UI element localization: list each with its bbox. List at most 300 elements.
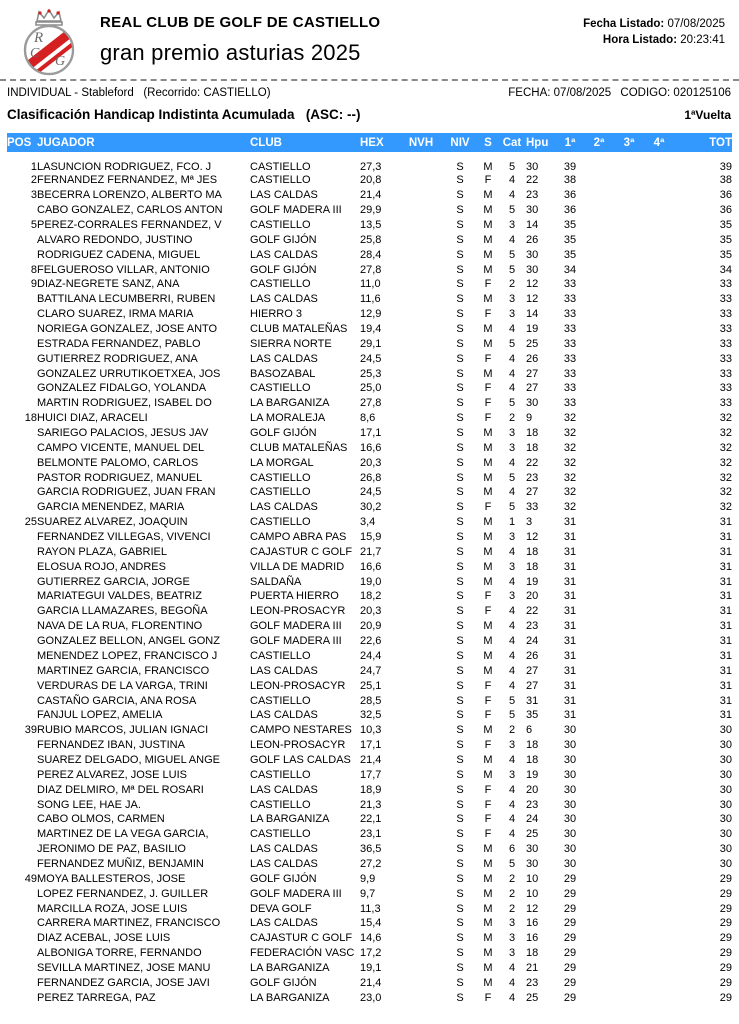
cell-hpu: 22 [526, 456, 539, 469]
cell-pos [7, 426, 37, 441]
cell-tot: 31 [719, 545, 732, 558]
table-row [7, 589, 732, 604]
cell-nvh [400, 649, 442, 664]
cell-v4 [644, 916, 674, 931]
svg-text:R: R [34, 30, 44, 46]
cell-niv: S [456, 828, 464, 841]
cell-s: M [483, 367, 493, 380]
cell-v2 [584, 797, 614, 812]
cell-niv: S [456, 739, 464, 752]
cell-club: LA BARGANIZA [250, 397, 330, 410]
cell-pos [7, 544, 37, 559]
cell-pos: 2 [30, 174, 37, 187]
cell-v3 [614, 604, 644, 619]
cell-v1: 30 [563, 724, 577, 737]
table-row [7, 931, 732, 946]
cell-v1: 31 [563, 635, 577, 648]
cell-jugador: FELGUEROSO VILLAR, ANTONIO [37, 263, 210, 276]
cell-v3 [614, 842, 644, 857]
cell-nvh [400, 322, 442, 337]
cell-v3 [614, 649, 644, 664]
cell-cat: 4 [508, 323, 516, 336]
cell-pos [7, 753, 37, 768]
cell-s: M [483, 753, 493, 766]
cell-s: M [483, 620, 493, 633]
cell-jugador: CAMPO VICENTE, MANUEL DEL [37, 441, 205, 454]
column-header-v3: 3ª [614, 133, 644, 152]
cell-tot: 31 [719, 649, 732, 662]
cell-cat: 4 [508, 575, 516, 588]
cell-v4 [644, 152, 674, 173]
cell-jugador: NAVA DE LA RUA, FLORENTINO [37, 620, 203, 633]
cell-niv: S [456, 516, 464, 529]
cell-hex: 13,5 [360, 219, 382, 231]
cell-jugador: GARCIA LLAMAZARES, BEGOÑA [37, 605, 208, 618]
cell-niv: S [456, 471, 464, 484]
cell-nvh [400, 708, 442, 723]
cell-v3 [614, 277, 644, 292]
cell-v1: 29 [563, 961, 577, 974]
cell-hex: 22,1 [360, 813, 382, 826]
cell-cat: 5 [508, 248, 516, 261]
cell-v2 [584, 990, 614, 1005]
cell-nvh [400, 455, 442, 470]
cell-v1: 29 [563, 932, 577, 945]
column-header-niv: NIV [442, 133, 478, 152]
cell-v3 [614, 188, 644, 203]
cell-v3 [614, 663, 644, 678]
column-header-jugador: JUGADOR [37, 133, 250, 152]
cell-jugador: SARIEGO PALACIOS, JESUS JAV [37, 427, 209, 440]
cell-tot: 31 [719, 620, 732, 633]
cell-v3 [614, 152, 644, 173]
cell-v1: 31 [563, 620, 577, 633]
cell-s: M [483, 843, 493, 856]
cell-v2 [584, 411, 614, 426]
cell-jugador: LOPEZ FERNANDEZ, J. GUILLER [37, 887, 209, 900]
cell-niv: S [456, 278, 464, 291]
cell-club: CASTIELLO [250, 161, 311, 173]
cell-hpu: 12 [526, 531, 539, 544]
cell-niv: S [456, 352, 464, 365]
cell-tot: 33 [719, 352, 732, 365]
cell-club: CASTIELLO [250, 382, 311, 395]
cell-pos [7, 292, 37, 307]
cell-v1: 31 [563, 649, 577, 662]
table-row [7, 797, 732, 812]
cell-v1: 33 [563, 278, 577, 291]
cell-v1: 35 [563, 233, 577, 246]
cell-cat: 5 [508, 709, 516, 722]
cell-club: CAJASTUR C GOLF [250, 932, 353, 945]
cell-club: CAJASTUR C GOLF [250, 545, 353, 558]
cell-niv: S [456, 813, 464, 826]
cell-tot: 32 [719, 427, 732, 440]
cell-cat: 3 [508, 947, 516, 960]
cell-v4 [644, 678, 674, 693]
cell-pos [7, 574, 37, 589]
cell-cat: 3 [508, 932, 516, 945]
cell-hex: 21,3 [360, 798, 382, 811]
cell-v3 [614, 307, 644, 322]
cell-cat: 3 [508, 917, 516, 930]
cell-cat: 2 [508, 278, 516, 291]
hora-listado: Hora Listado: 20:23:41 [602, 34, 725, 46]
cell-s: F [484, 590, 492, 603]
cell-v1: 36 [563, 204, 577, 217]
cell-v3 [614, 946, 644, 961]
cell-v3 [614, 322, 644, 337]
cell-hex: 25,3 [360, 367, 382, 380]
cell-v1: 33 [563, 293, 577, 306]
cell-v3 [614, 574, 644, 589]
cell-hpu: 30 [526, 263, 539, 276]
cell-v2 [584, 218, 614, 233]
cell-v2 [584, 634, 614, 649]
cell-cat: 5 [508, 161, 516, 173]
cell-s: M [483, 635, 493, 648]
cell-v1: 33 [563, 337, 577, 350]
cell-s: M [483, 961, 493, 974]
cell-v4 [644, 366, 674, 381]
cell-nvh [400, 262, 442, 277]
cell-v1: 38 [563, 174, 577, 187]
cell-nvh [400, 619, 442, 634]
cell-cat: 4 [508, 605, 516, 618]
cell-cat: 2 [508, 872, 516, 885]
cell-tot: 32 [719, 471, 732, 484]
cell-s: F [484, 174, 492, 187]
cell-v1: 33 [563, 397, 577, 410]
table-row [7, 336, 732, 351]
cell-v2 [584, 723, 614, 738]
cell-club: GOLF MADERA III [250, 887, 342, 900]
table-row [7, 990, 732, 1005]
cell-v3 [614, 485, 644, 500]
cell-v1: 30 [563, 813, 577, 826]
column-header-pos: POS [7, 133, 37, 152]
cell-v4 [644, 500, 674, 515]
cell-jugador: CARRERA MARTINEZ, FRANCISCO [37, 917, 221, 930]
cell-v2 [584, 663, 614, 678]
cell-hpu: 20 [526, 783, 539, 796]
cell-jugador: NORIEGA GONZALEZ, JOSE ANTO [37, 323, 218, 336]
cell-v2 [584, 827, 614, 842]
cell-nvh [400, 426, 442, 441]
cell-v2 [584, 559, 614, 574]
cell-hpu: 24 [526, 813, 539, 826]
cell-s: M [483, 724, 493, 737]
cell-v4 [644, 589, 674, 604]
table-row [7, 678, 732, 693]
cell-v3 [614, 366, 644, 381]
fecha-listado: Fecha Listado: 07/08/2025 [583, 18, 725, 30]
cell-niv: S [456, 694, 464, 707]
cell-nvh [400, 152, 442, 173]
cell-nvh [400, 292, 442, 307]
cell-pos [7, 678, 37, 693]
cell-s: F [484, 813, 492, 826]
cell-v2 [584, 946, 614, 961]
cell-hpu: 18 [526, 441, 539, 454]
cell-jugador: GARCIA MENENDEZ, MARIA [37, 501, 185, 514]
cell-niv: S [456, 337, 464, 350]
cell-v2 [584, 916, 614, 931]
cell-s: F [484, 679, 492, 692]
cell-v2 [584, 396, 614, 411]
column-header-v2: 2ª [584, 133, 614, 152]
cell-hpu: 27 [526, 382, 539, 395]
cell-cat: 2 [508, 412, 516, 425]
cell-cat: 5 [508, 337, 516, 350]
cell-niv: S [456, 263, 464, 276]
column-header-tot: TOT [674, 133, 732, 152]
cell-tot: 29 [719, 961, 732, 974]
cell-v3 [614, 336, 644, 351]
cell-niv: S [456, 531, 464, 544]
cell-v3 [614, 351, 644, 366]
cell-v2 [584, 857, 614, 872]
cell-v2 [584, 292, 614, 307]
cell-club: GOLF GIJÓN [250, 427, 317, 440]
table-row [7, 753, 732, 768]
cell-cat: 5 [508, 857, 516, 870]
cell-s: F [484, 991, 492, 1004]
cell-v3 [614, 916, 644, 931]
cell-tot: 31 [719, 635, 732, 648]
cell-v3 [614, 544, 644, 559]
cell-pos [7, 782, 37, 797]
table-row [7, 916, 732, 931]
cell-niv: S [456, 932, 464, 945]
cell-club: BASOZABAL [250, 367, 316, 380]
cell-v1: 33 [563, 308, 577, 321]
cell-s: M [483, 233, 493, 246]
cell-niv: S [456, 233, 464, 246]
cell-cat: 4 [508, 620, 516, 633]
listado-block [583, 16, 725, 48]
cell-v1: 31 [563, 545, 577, 558]
cell-niv: S [456, 902, 464, 915]
cell-nvh [400, 247, 442, 262]
cell-jugador: HUICI DIAZ, ARACELI [37, 412, 148, 425]
cell-club: CASTIELLO [250, 768, 311, 781]
cell-v3 [614, 440, 644, 455]
cell-niv: S [456, 649, 464, 662]
cell-v2 [584, 753, 614, 768]
cell-v4 [644, 634, 674, 649]
cell-hex: 29,1 [360, 337, 382, 350]
cell-cat: 3 [508, 219, 516, 231]
table-row [7, 767, 732, 782]
cell-club: LA BARGANIZA [250, 813, 330, 826]
cell-s: M [483, 219, 493, 231]
cell-club: GOLF MADERA III [250, 620, 342, 633]
table-row [7, 152, 732, 173]
cell-niv: S [456, 174, 464, 187]
cell-niv: S [456, 753, 464, 766]
cell-v2 [584, 604, 614, 619]
cell-hex: 22,6 [360, 635, 382, 648]
cell-club: CASTIELLO [250, 219, 311, 231]
cell-club: CLUB MATALEÑAS [250, 323, 348, 336]
cell-jugador: BATTILANA LECUMBERRI, RUBEN [37, 293, 216, 306]
cell-v2 [584, 886, 614, 901]
cell-nvh [400, 812, 442, 827]
cell-s: F [484, 397, 492, 410]
cell-club: CAMPO NESTARES [250, 724, 352, 737]
cell-cat: 4 [508, 456, 516, 469]
cell-s: M [483, 323, 493, 336]
cell-v2 [584, 277, 614, 292]
table-row [7, 203, 732, 218]
cell-v4 [644, 173, 674, 188]
cell-club: CASTIELLO [250, 798, 311, 811]
cell-jugador: CABO OLMOS, CARMEN [37, 813, 165, 826]
cell-s: M [483, 531, 493, 544]
cell-hpu: 3 [526, 516, 533, 529]
header-divider [0, 79, 739, 81]
cell-hex: 15,4 [360, 917, 382, 930]
cell-v4 [644, 396, 674, 411]
table-row [7, 871, 732, 886]
cell-jugador: FERNANDEZ VILLEGAS, VIVENCI [37, 531, 211, 544]
cell-niv: S [456, 397, 464, 410]
cell-tot: 31 [719, 516, 732, 529]
cell-jugador: PEREZ-CORRALES FERNANDEZ, V [37, 219, 222, 231]
cell-jugador: VERDURAS DE LA VARGA, TRINI [37, 679, 208, 692]
cell-hpu: 19 [526, 768, 539, 781]
cell-niv: S [456, 441, 464, 454]
cell-v3 [614, 381, 644, 396]
cell-s: M [483, 293, 493, 306]
cell-hpu: 27 [526, 679, 539, 692]
cell-cat: 4 [508, 174, 516, 187]
table-row [7, 218, 732, 233]
cell-v4 [644, 857, 674, 872]
cell-nvh [400, 218, 442, 233]
cell-hpu: 25 [526, 991, 539, 1004]
cell-v1: 29 [563, 917, 577, 930]
column-header-s: S [478, 133, 498, 152]
cell-hex: 25,1 [360, 679, 382, 692]
cell-tot: 31 [719, 575, 732, 588]
cell-v2 [584, 738, 614, 753]
cell-v4 [644, 544, 674, 559]
cell-v3 [614, 559, 644, 574]
table-row [7, 827, 732, 842]
cell-pos: 39 [24, 724, 37, 737]
table-row [7, 544, 732, 559]
cell-hpu: 20 [526, 590, 539, 603]
competition-format: INDIVIDUAL - Stableford (Recorrido: CASTIELLO) [7, 87, 271, 99]
cell-cat: 2 [508, 902, 516, 915]
cell-v4 [644, 901, 674, 916]
table-row [7, 500, 732, 515]
cell-v2 [584, 203, 614, 218]
cell-cat: 3 [508, 768, 516, 781]
cell-club: LEON-PROSACYR [250, 679, 346, 692]
cell-s: M [483, 857, 493, 870]
cell-v2 [584, 336, 614, 351]
cell-v2 [584, 232, 614, 247]
cell-cat: 4 [508, 352, 516, 365]
cell-niv: S [456, 486, 464, 499]
cell-pos [7, 455, 37, 470]
cell-v2 [584, 901, 614, 916]
table-row [7, 366, 732, 381]
table-row [7, 351, 732, 366]
cell-club: CASTIELLO [250, 278, 311, 291]
cell-v4 [644, 842, 674, 857]
cell-jugador: BECERRA LORENZO, ALBERTO MA [37, 189, 222, 202]
cell-tot: 29 [719, 991, 732, 1004]
cell-v1: 30 [563, 768, 577, 781]
cell-nvh [400, 990, 442, 1005]
cell-hex: 17,1 [360, 739, 382, 752]
cell-nvh [400, 411, 442, 426]
cell-v4 [644, 232, 674, 247]
cell-v3 [614, 500, 644, 515]
cell-hex: 20,8 [360, 174, 382, 187]
cell-v1: 29 [563, 887, 577, 900]
table-row [7, 515, 732, 530]
cell-nvh [400, 559, 442, 574]
cell-hpu: 30 [526, 397, 539, 410]
cell-hex: 11,3 [360, 902, 381, 915]
cell-hex: 21,7 [360, 545, 382, 558]
table-row [7, 693, 732, 708]
cell-nvh [400, 723, 442, 738]
cell-v1: 39 [563, 161, 577, 173]
cell-tot: 30 [719, 857, 732, 870]
cell-tot: 36 [719, 189, 732, 202]
cell-s: F [484, 798, 492, 811]
cell-pos [7, 975, 37, 990]
cell-pos [7, 916, 37, 931]
cell-jugador: SUAREZ ALVAREZ, JOAQUIN [37, 516, 188, 529]
cell-v4 [644, 247, 674, 262]
cell-nvh [400, 277, 442, 292]
cell-pos [7, 857, 37, 872]
cell-niv: S [456, 501, 464, 514]
cell-v4 [644, 827, 674, 842]
cell-tot: 32 [719, 501, 732, 514]
cell-v3 [614, 797, 644, 812]
cell-tot: 31 [719, 709, 732, 722]
page-header [0, 0, 739, 79]
cell-cat: 4 [508, 233, 516, 246]
cell-hex: 32,5 [360, 709, 382, 722]
cell-cat: 4 [508, 991, 516, 1004]
cell-hex: 20,3 [360, 605, 382, 618]
cell-hpu: 25 [526, 337, 539, 350]
cell-hex: 18,2 [360, 590, 382, 603]
cell-pos [7, 961, 37, 976]
cell-hpu: 27 [526, 367, 539, 380]
cell-nvh [400, 663, 442, 678]
cell-s: M [483, 768, 493, 781]
table-row [7, 440, 732, 455]
cell-s: M [483, 263, 493, 276]
cell-niv: S [456, 709, 464, 722]
cell-hpu: 12 [526, 293, 539, 306]
table-row [7, 574, 732, 589]
cell-cat: 2 [508, 887, 516, 900]
cell-hex: 24,5 [360, 486, 382, 499]
cell-hex: 11,6 [360, 293, 381, 306]
cell-v2 [584, 381, 614, 396]
